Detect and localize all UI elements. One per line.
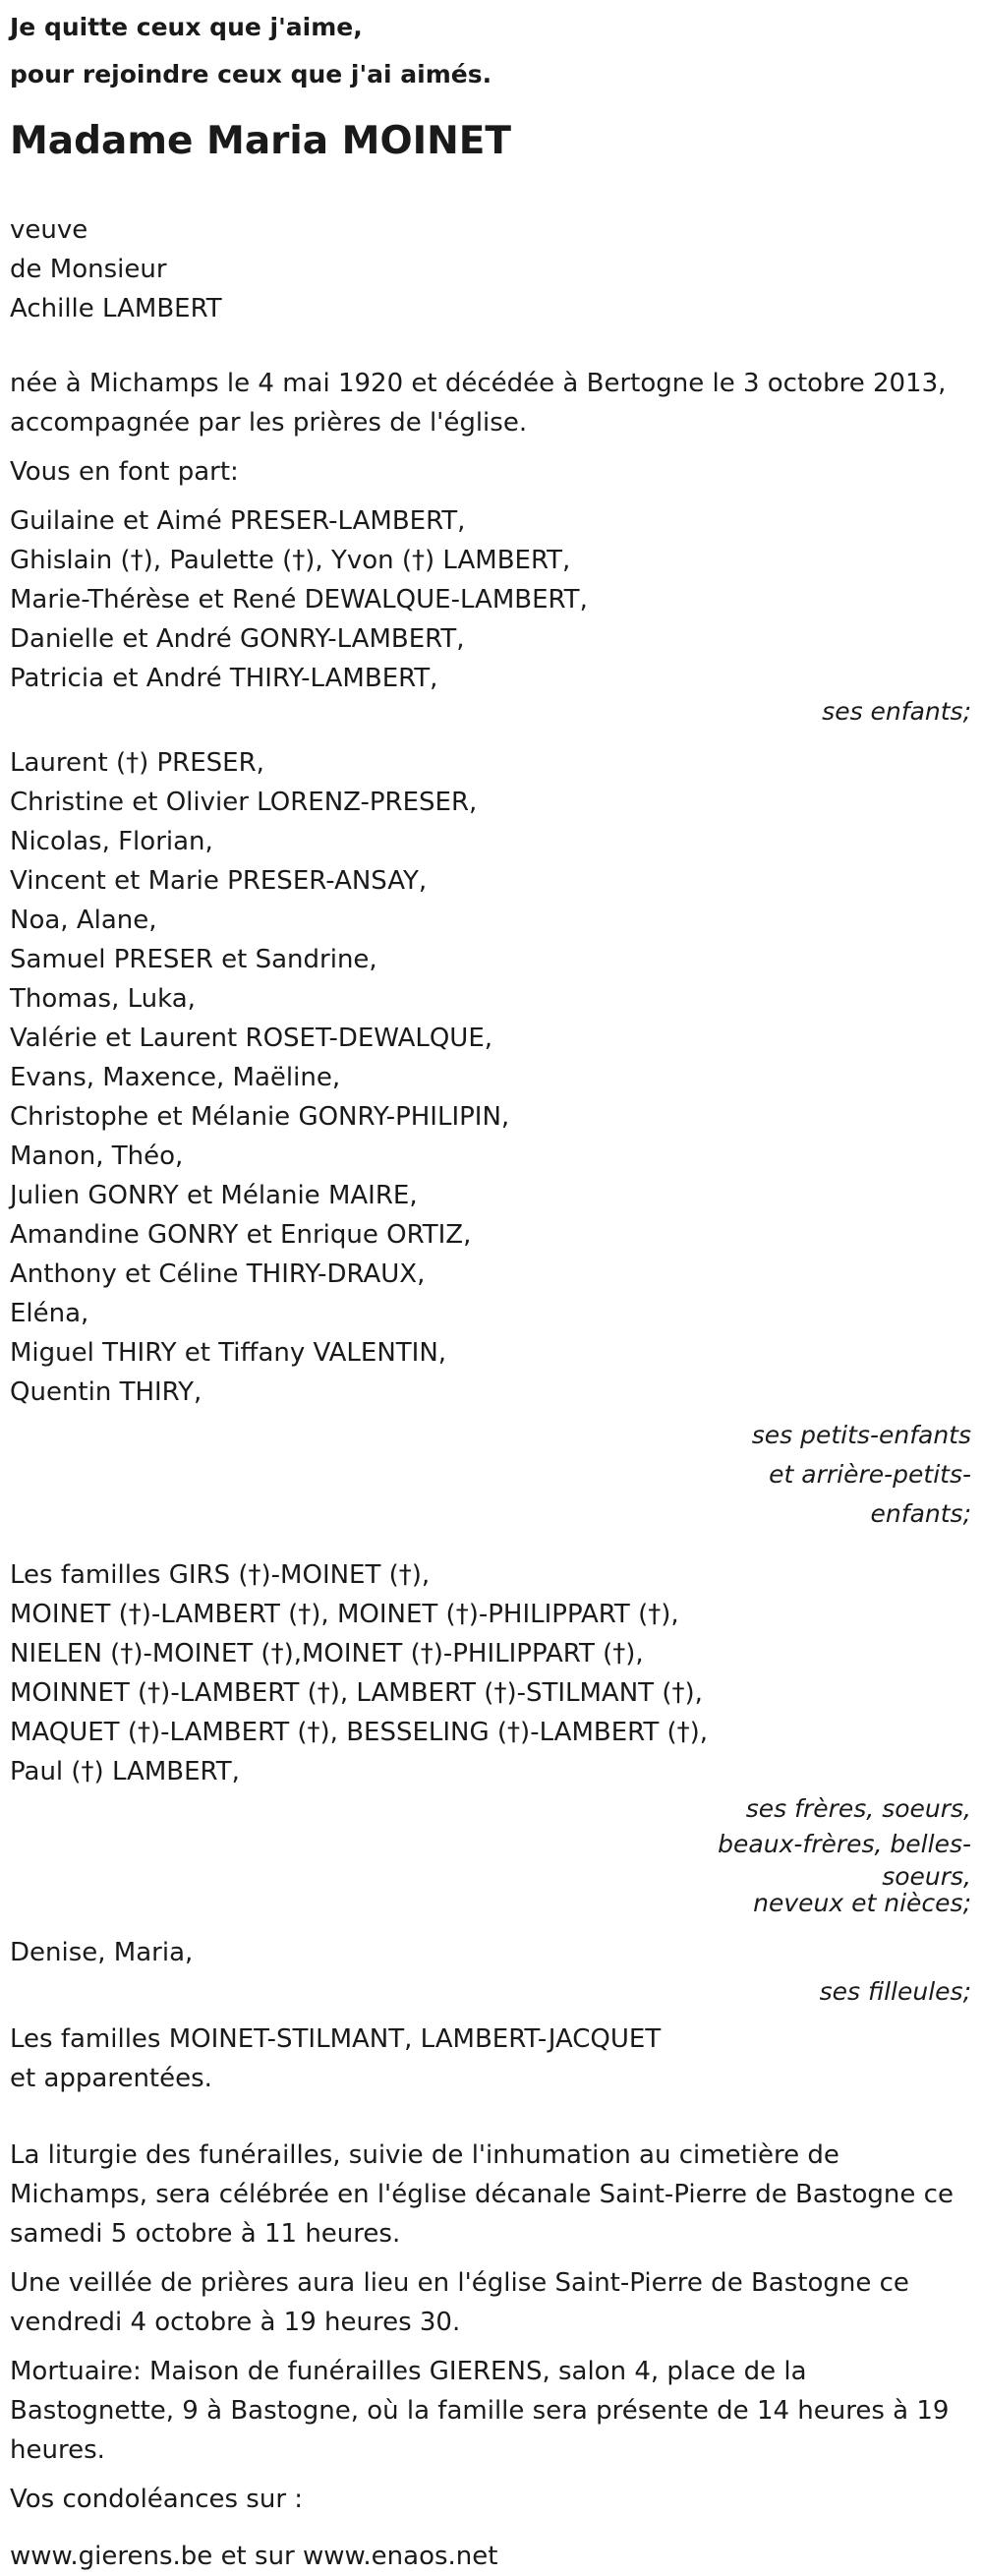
funeral-line-2: Michamps, sera célébrée en l'église décanale Saint-Pierre de Bastogne ce bbox=[10, 2180, 954, 2209]
mortuary-line-2: Bastognette, 9 à Bastogne, où la famille sera présente de 14 heures à 19 bbox=[10, 2396, 950, 2426]
families-line-1: Les familles MOINET-STILMANT, LAMBERT-JACQUET bbox=[10, 2024, 662, 2054]
funeral-line-3: samedi 5 octobre à 11 heures. bbox=[10, 2219, 401, 2249]
list-item: Laurent (†) PRESER, bbox=[10, 748, 264, 778]
list-item: MOINET (†)-LAMBERT (†), MOINET (†)-PHILIPPART (†), bbox=[10, 1600, 679, 1629]
birth-death-line-2: accompagnée par les prières de l'église. bbox=[10, 408, 528, 438]
list-item: Paul (†) LAMBERT, bbox=[10, 1757, 240, 1786]
relation-label: ses frères, soeurs, bbox=[745, 1794, 971, 1823]
list-item: NIELEN (†)-MOINET (†),MOINET (†)-PHILIPPART (†), bbox=[10, 1639, 644, 1669]
relation-label: neveux et nièces; bbox=[753, 1889, 971, 1917]
mortuary-line-3: heures. bbox=[10, 2435, 105, 2465]
relation-label: beaux-frères, belles- bbox=[718, 1830, 971, 1858]
condolences-links[interactable]: www.gierens.be et sur www.enaos.net bbox=[10, 2542, 498, 2571]
relation-label: ses enfants; bbox=[822, 697, 971, 726]
announce-intro: Vous en font part: bbox=[10, 457, 239, 487]
relation-label: enfants; bbox=[870, 1499, 971, 1528]
epigraph-line-2: pour rejoindre ceux que j'ai aimés. bbox=[10, 60, 492, 88]
relation-label: et arrière-petits- bbox=[769, 1460, 971, 1489]
condolences-label: Vos condoléances sur : bbox=[10, 2485, 304, 2514]
funeral-line-1: La liturgie des funérailles, suivie de l'inhumation au cimetière de bbox=[10, 2140, 839, 2170]
list-item: Christophe et Mélanie GONRY-PHILIPIN, bbox=[10, 1102, 510, 1132]
list-item: Valérie et Laurent ROSET-DEWALQUE, bbox=[10, 1024, 493, 1053]
group-goddaughters bbox=[10, 1933, 973, 2012]
list-item: Noa, Alane, bbox=[10, 906, 157, 935]
list-item: Ghislain (†), Paulette (†), Yvon (†) LAMBERT, bbox=[10, 546, 571, 575]
list-item: Samuel PRESER et Sandrine, bbox=[10, 945, 377, 974]
vigil-line-2: vendredi 4 octobre à 19 heures 30. bbox=[10, 2308, 461, 2337]
families-line-2: et apparentées. bbox=[10, 2064, 212, 2093]
list-item: Manon, Théo, bbox=[10, 1142, 184, 1171]
list-item: Quentin THIRY, bbox=[10, 1377, 202, 1407]
group-children bbox=[10, 501, 973, 732]
list-item: Eléna, bbox=[10, 1299, 89, 1328]
list-item: Guilaine et Aimé PRESER-LAMBERT, bbox=[10, 506, 466, 536]
relation-label: ses petits-enfants bbox=[751, 1421, 971, 1449]
list-item: Miguel THIRY et Tiffany VALENTIN, bbox=[10, 1338, 447, 1368]
list-item: Nicolas, Florian, bbox=[10, 827, 213, 856]
list-item: Danielle et André GONRY-LAMBERT, bbox=[10, 624, 465, 654]
list-item: Thomas, Luka, bbox=[10, 984, 196, 1014]
list-item: Amandine GONRY et Enrique ORTIZ, bbox=[10, 1220, 472, 1250]
list-item: Les familles GIRS (†)-MOINET (†), bbox=[10, 1560, 431, 1590]
list-item: Marie-Thérèse et René DEWALQUE-LAMBERT, bbox=[10, 585, 588, 615]
spouse-line-2: de Monsieur bbox=[10, 255, 167, 284]
list-item: Patricia et André THIRY-LAMBERT, bbox=[10, 664, 438, 693]
list-item: Evans, Maxence, Maëline, bbox=[10, 1063, 341, 1092]
vigil-line-1: Une veillée de prières aura lieu en l'église Saint-Pierre de Bastogne ce bbox=[10, 2268, 909, 2298]
relation-label: soeurs, bbox=[882, 1862, 971, 1891]
list-item: MOINNET (†)-LAMBERT (†), LAMBERT (†)-STILMANT (†), bbox=[10, 1678, 703, 1708]
group-siblings bbox=[10, 1555, 973, 1915]
epigraph-line-1: Je quitte ceux que j'aime, bbox=[10, 13, 363, 41]
list-item: Christine et Olivier LORENZ-PRESER, bbox=[10, 788, 478, 817]
spouse-line-3: Achille LAMBERT bbox=[10, 294, 222, 323]
spouse-line-1: veuve bbox=[10, 215, 88, 245]
list-item: Anthony et Céline THIRY-DRAUX, bbox=[10, 1259, 426, 1289]
birth-death-line-1: née à Michamps le 4 mai 1920 et décédée à Bertogne le 3 octobre 2013, bbox=[10, 369, 947, 398]
list-item: Julien GONRY et Mélanie MAIRE, bbox=[10, 1181, 418, 1210]
group-grandchildren bbox=[10, 743, 973, 1534]
deceased-name: Madame Maria MOINET bbox=[10, 119, 512, 163]
list-item: Denise, Maria, bbox=[10, 1938, 194, 1967]
list-item: Vincent et Marie PRESER-ANSAY, bbox=[10, 866, 428, 896]
list-item: MAQUET (†)-LAMBERT (†), BESSELING (†)-LAMBERT (†), bbox=[10, 1718, 709, 1747]
mortuary-line-1: Mortuaire: Maison de funérailles GIERENS, salon 4, place de la bbox=[10, 2357, 807, 2386]
relation-label: ses filleules; bbox=[819, 1977, 971, 2006]
